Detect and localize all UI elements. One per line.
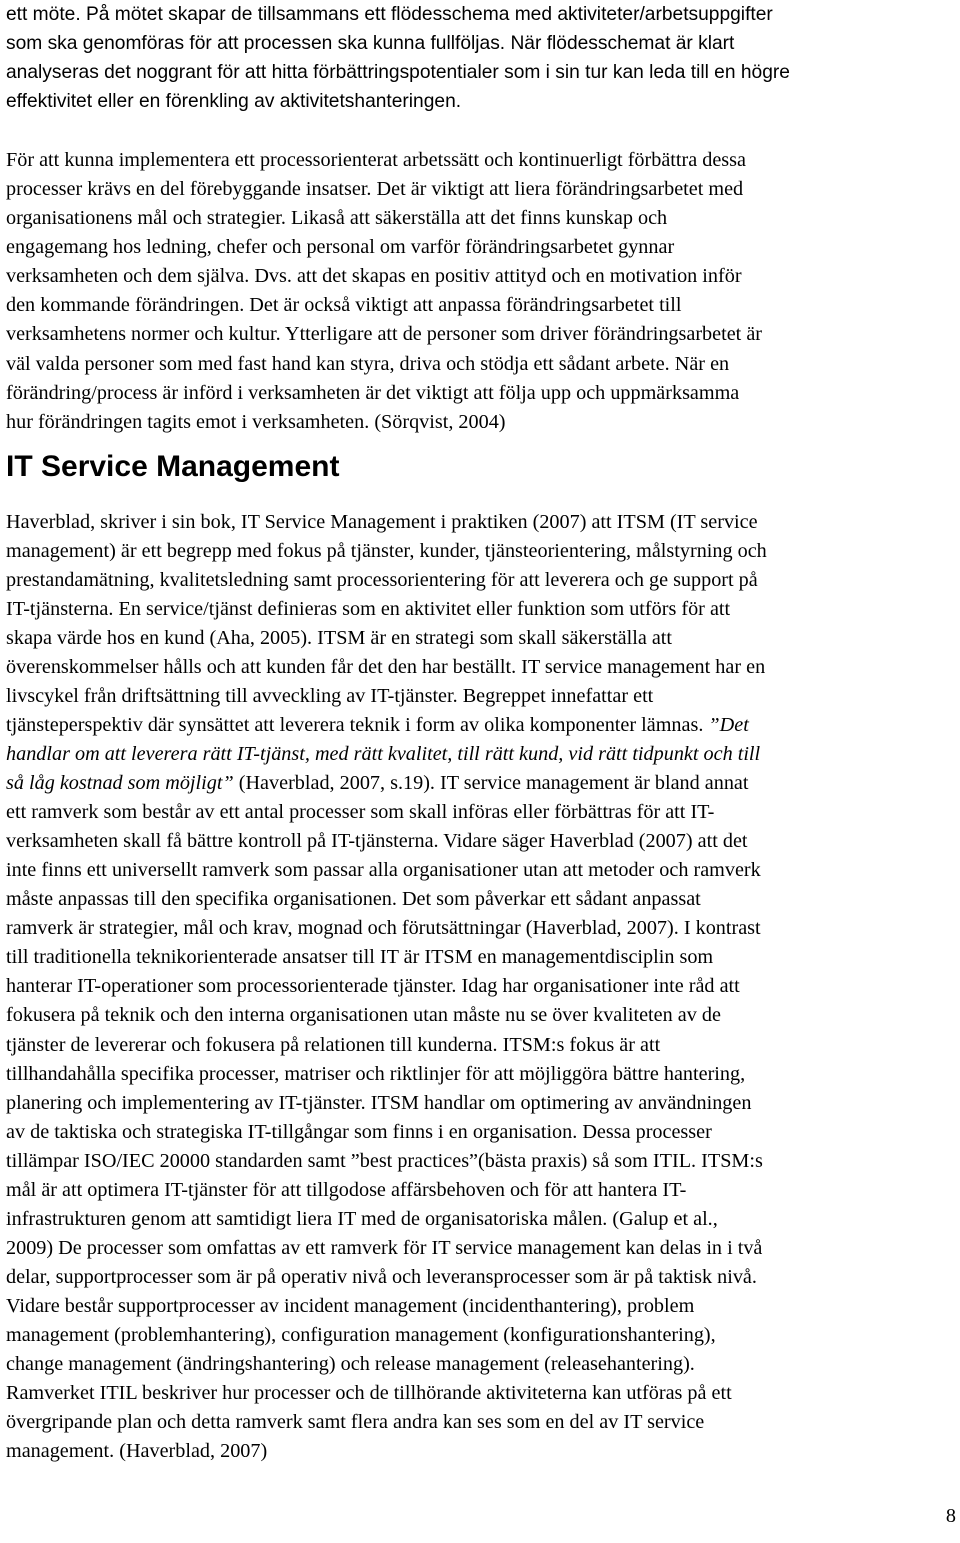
text-line: Ramverket ITIL beskriver hur processer och de tillhörande aktiviteterna kan utföras på ett <box>6 1382 732 1405</box>
intro-paragraph <box>6 0 956 116</box>
text-line: av de taktiska och strategiska IT-tillgångar som finns i en organisation. Dessa processer <box>6 1120 712 1143</box>
text-line: hur förändringen tagits emot i verksamheten. (Sörqvist, 2004) <box>6 410 506 433</box>
text-line-with-quote-start <box>6 711 956 740</box>
text-line: måste anpassas till den specifika organisationen. Det som påverkar ett sådant anpassat <box>6 888 701 911</box>
text-line: verksamheten skall få bättre kontroll på IT-tjänsterna. Vidare säger Haverblad (2007) att det <box>6 830 748 853</box>
text-line: prestandamätning, kvalitetsledning samt processorientering för att leverera och ge support på <box>6 568 758 591</box>
text-line: tjänster de levererar och fokusera på relationen till kunderna. ITSM:s fokus är att <box>6 1033 661 1056</box>
text-line: processer krävs en del förebyggande insatser. Det är viktigt att liera förändringsarbetet med <box>6 178 744 201</box>
quote-text: så låg kostnad som möjligt” <box>6 772 234 795</box>
text-line: förändring/process är införd i verksamheten är det viktigt att följa upp och uppmärksamma <box>6 381 740 404</box>
quote-line: handlar om att leverera rätt IT-tjänst, med rätt kvalitet, till rätt kund, vid rätt tidpunkt och till <box>6 743 761 766</box>
text-line: inte finns ett universellt ramverk som passar alla organisationer utan att metoder och ramverk <box>6 859 761 882</box>
text-line: livscykel från driftsättning till avveckling av IT-tjänster. Begreppet innefattar ett <box>6 684 654 707</box>
plain-text: (Haverblad, 2007, s.19). IT service management är bland annat <box>233 772 749 795</box>
text-line: överenskommelser hålls och att kunden får det den har beställt. IT service management har en <box>6 655 766 678</box>
text-line: Vidare består supportprocesser av incident management (incidenthantering), problem <box>6 1294 695 1317</box>
text-line: delar, supportprocesser som är på operativ nivå och leveransprocesser som är på taktisk nivå. <box>6 1265 757 1288</box>
plain-text: tjänsteperspektiv där synsättet att leverera teknik i form av olika komponenter lämnas. <box>6 713 709 736</box>
text-line: effektivitet eller en förenkling av aktivitetshanteringen. <box>6 91 462 113</box>
text-line: fokusera på teknik och den interna organisationen utan måste nu se över kvaliteten av de <box>6 1004 721 1027</box>
quote-text: ”Det <box>708 713 749 736</box>
section-heading: IT Service Management <box>6 449 340 483</box>
paragraph-gap <box>6 116 956 146</box>
text-line: skapa värde hos en kund (Aha, 2005). ITSM är en strategi som skall säkerställa att <box>6 626 673 649</box>
text-line: analyseras det noggrant för att hitta förbättringspotentialer som i sin tur kan leda till en högre <box>6 62 790 84</box>
paragraph-process-implementation <box>6 146 956 436</box>
text-line: engagemang hos ledning, chefer och personal om varför förändringsarbetet gynnar <box>6 236 675 259</box>
text-line: ramverk är strategier, mål och krav, mognad och förutsättningar (Haverblad, 2007). I kontrast <box>6 917 761 940</box>
text-line: den kommande förändringen. Det är också viktigt att anpassa förändringsarbetet till <box>6 294 682 317</box>
paragraph-itsm <box>6 508 956 1467</box>
text-line: För att kunna implementera ett processorienterat arbetssätt och kontinuerligt förbättra dessa <box>6 149 746 172</box>
text-line: väl valda personer som med fast hand kan styra, driva och stödja ett sådant arbete. När en <box>6 352 730 375</box>
text-line: ett ramverk som består av ett antal processer som skall införas eller förbättras för att IT- <box>6 801 715 824</box>
text-line: IT-tjänsterna. En service/tjänst definieras som en aktivitet eller funktion som utförs för att <box>6 597 731 620</box>
text-line-with-quote-end <box>6 769 956 798</box>
text-line: övergripande plan och detta ramverk samt flera andra kan ses som en del av IT service <box>6 1411 705 1434</box>
text-line: ett möte. På mötet skapar de tillsammans ett flödesschema med aktiviteter/arbetsuppgifter <box>6 4 773 25</box>
text-line: verksamheten och dem själva. Dvs. att det skapas en positiv attityd och en motivation inför <box>6 265 742 288</box>
text-line: change management (ändringshantering) och release management (releasehantering). <box>6 1353 695 1376</box>
text-line: 2009) De processer som omfattas av ett ramverk för IT service management kan delas in i två <box>6 1236 763 1259</box>
document-page <box>6 0 956 1466</box>
text-line: infrastrukturen genom att samtidigt liera IT med de organisatoriska målen. (Galup et al., <box>6 1207 718 1230</box>
text-line: tillämpar ISO/IEC 20000 standarden samt ”best practices”(bästa praxis) så som ITIL. ITSM:s <box>6 1149 763 1172</box>
text-line: management) är ett begrepp med fokus på tjänster, kunder, tjänsteorientering, målstyrning och <box>6 539 767 562</box>
text-line: mål är att optimera IT-tjänster för att tillgodose affärsbehoven och för att hantera IT- <box>6 1178 687 1201</box>
text-line: planering och implementering av IT-tjänster. ITSM handlar om optimering av användningen <box>6 1091 752 1114</box>
text-line: som ska genomföras för att processen ska kunna fullföljas. När flödesschemat är klart <box>6 33 735 55</box>
text-line: organisationens mål och strategier. Likaså att säkerställa att det finns kunskap och <box>6 207 668 230</box>
text-line: hanterar IT-operationer som processorienterade tjänster. Idag har organisationer inte råd att <box>6 975 740 998</box>
page-number: 8 <box>945 1505 956 1527</box>
text-line: verksamhetens normer och kultur. Ytterligare att de personer som driver förändringsarbetet är <box>6 323 763 346</box>
text-line: till traditionella teknikorienterade ansatser till IT är ITSM en managementdisciplin som <box>6 946 714 969</box>
text-line: management. (Haverblad, 2007) <box>6 1440 268 1463</box>
text-line: management (problemhantering), configuration management (konfigurationshantering), <box>6 1323 716 1346</box>
text-line: tillhandahålla specifika processer, matriser och riktlinjer för att möjliggöra bättre hantering, <box>6 1062 746 1085</box>
text-line: Haverblad, skriver i sin bok, IT Service Management i praktiken (2007) att ITSM (IT service <box>6 510 758 533</box>
